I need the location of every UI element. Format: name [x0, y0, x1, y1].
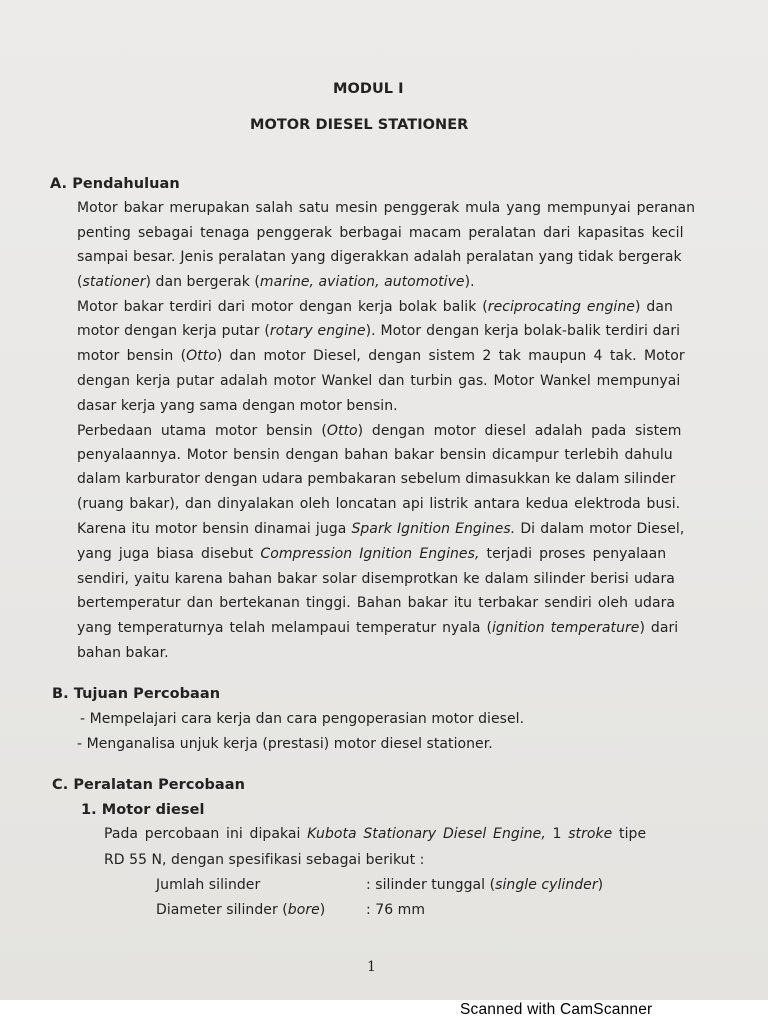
spec-label: Diameter silinder (bore): [156, 902, 326, 918]
paragraph-line: Motor bakar terdiri dari motor dengan kerja bolak balik (reciprocating engine) dan: [77, 299, 673, 315]
paragraph-line: Pada percobaan ini dipakai Kubota Stationary Diesel Engine, 1 stroke tipe: [104, 826, 647, 842]
paragraph-line: sendiri, yaitu karena bahan bakar solar disemprotkan ke dalam silinder berisi udara: [77, 571, 675, 587]
list-item: - Menganalisa unjuk kerja (prestasi) motor diesel stationer.: [77, 736, 493, 752]
scanner-watermark: Scanned with CamScanner: [460, 1001, 653, 1018]
page-number: 1: [367, 959, 376, 975]
list-item: - Mempelajari cara kerja dan cara pengoperasian motor diesel.: [80, 711, 525, 727]
paragraph-line: motor dengan kerja putar (rotary engine). Motor dengan kerja bolak-balik terdiri dari: [77, 323, 681, 339]
paragraph-line: dengan kerja putar adalah motor Wankel dan turbin gas. Motor Wankel mempunyai: [77, 373, 681, 389]
paragraph-line: Perbedaan utama motor bensin (Otto) dengan motor diesel adalah pada sistem: [77, 423, 682, 439]
paragraph-line: yang temperaturnya telah melampaui temperatur nyala (ignition temperature) dari: [77, 620, 679, 636]
paragraph-line: penting sebagai tenaga penggerak berbagai macam peralatan dari kapasitas kecil: [77, 225, 684, 241]
paragraph-line: Motor bakar merupakan salah satu mesin penggerak mula yang mempunyai peranan: [77, 200, 696, 216]
module-title: MODUL I: [333, 81, 404, 97]
paragraph-line: RD 55 N, dengan spesifikasi sebagai berikut :: [104, 852, 425, 868]
paragraph-line: bertemperatur dan bertekanan tinggi. Bahan bakar itu terbakar sendiri oleh udara: [77, 595, 676, 611]
paragraph-line: bahan bakar.: [77, 645, 169, 661]
spec-value: : silinder tunggal (single cylinder): [366, 877, 604, 893]
paragraph-line: yang juga biasa disebut Compression Ignition Engines, terjadi proses penyalaan: [77, 546, 667, 562]
paragraph-line: (ruang bakar), dan dinyalakan oleh loncatan api listrik antara kedua elektroda busi.: [77, 496, 681, 512]
spec-value: : 76 mm: [366, 902, 426, 918]
section-a-heading: A. Pendahuluan: [50, 176, 180, 192]
paragraph-line: Karena itu motor bensin dinamai juga Spark Ignition Engines. Di dalam motor Diesel,: [77, 521, 685, 537]
paragraph-line: dasar kerja yang sama dengan motor bensin.: [77, 398, 398, 414]
subsection-heading: 1. Motor diesel: [81, 802, 205, 818]
paragraph-line: penyalaannya. Motor bensin dengan bahan bakar bensin dicampur terlebih dahulu: [77, 447, 673, 463]
spec-label: Jumlah silinder: [156, 877, 261, 893]
paragraph-line: dalam karburator dengan udara pembakaran sebelum dimasukkan ke dalam silinder: [77, 471, 676, 487]
paragraph-line: sampai besar. Jenis peralatan yang digerakkan adalah peralatan yang tidak bergerak: [77, 249, 682, 265]
section-b-heading: B. Tujuan Percobaan: [52, 686, 221, 702]
footer-strip: [0, 1000, 768, 1024]
module-subtitle: MOTOR DIESEL STATIONER: [250, 117, 469, 133]
section-c-heading: C. Peralatan Percobaan: [52, 777, 245, 793]
paragraph-line: motor bensin (Otto) dan motor Diesel, dengan sistem 2 tak maupun 4 tak. Motor: [77, 348, 685, 364]
paragraph-line: (stationer) dan bergerak (marine, aviation, automotive).: [77, 274, 475, 290]
